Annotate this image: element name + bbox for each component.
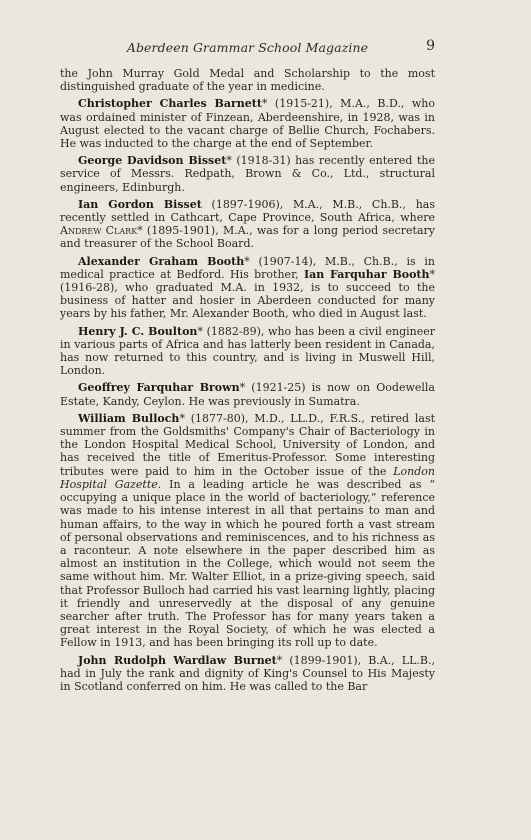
person-name: George Davidson Bisset <box>78 154 227 168</box>
person-name: Henry J. C. Boulton <box>78 324 198 338</box>
entry-booth: Alexander Graham Booth* (1907-14), M.B., Ch.B., is in medical practice at Bedford. His brother, Ian Farquhar Booth* (1916-28), who graduated M.A. in 1932, is to succeed to the business of hatter and hosier in Aberdeen conducted for many years by his father, Mr. Alexander Booth, who died in August last. <box>60 254 436 321</box>
person-name: John Rudolph Wardlaw Burnet <box>78 653 277 667</box>
article-body <box>60 67 435 697</box>
paragraph-continuation: the John Murray Gold Medal and Scholarship to the most distinguished graduate of the year in medicine. <box>60 67 435 94</box>
entry-barnett: Christopher Charles Barnett* (1915-21), M.A., B.D., who was ordained minister of Finzean, Aberdeenshire, in 1928, was in August elected to the vacant charge of Bellie Church, Fochabers. He was inducted to the charge at the end of September. <box>60 97 435 151</box>
entry-boulton: Henry J. C. Boulton* (1882-89), who has been a civil engineer in various parts of Africa and has latterly been resident in Canada, has now returned to this country, and is living in Muswell Hill, London. <box>60 324 435 378</box>
person-name: William Bulloch <box>78 411 180 425</box>
entry-bisset-george: George Davidson Bisset* (1918-31) has recently entered the service of Messrs. Redpath, Brown & Co., Ltd., structural engineers, Edinburgh. <box>60 154 435 194</box>
person-name: Christopher Charles Barnett <box>78 97 262 111</box>
entry-bulloch: William Bulloch* (1877-80), M.D., LL.D., F.R.S., retired last summer from the Goldsmiths' Company's Chair of Bacteriology in the London Hospital Medical School, University of London, and has received the title of Emeritus-Professor. Some interesting tributes were paid to him in the October issue of the London Hospital Gazette. In a leading article he was described as “ occupying a unique place in the world of bacteriology,” reference was made to his intense interest in all that pertains to man and human affairs, to the way in which he poured forth a vast stream of personal observations and reminiscences, and to his richness as a raconteur. A note elsewhere in the paper described him as almost an institution in the College, which would not seem the same without him. Mr. Walter Elliot, in a prize-giving speech, said that Professor Bulloch had carried his vast learning lightly, placing it friendly and unreservedly at the disposal of any genuine searcher after truth. The Professor has for many years taken a great interest in the Royal Society, of which he was elected a Fellow in 1913, and has been bringing its roll up to date. <box>60 411 436 650</box>
person-name-smallcaps: Andrew Clark <box>60 224 138 238</box>
entry-brown: Geoffrey Farquhar Brown* (1921-25) is now on Oodewella Estate, Kandy, Ceylon. He was previously in Sumatra. <box>60 381 435 408</box>
running-header: Aberdeen Grammar School Magazine <box>126 40 369 55</box>
person-name: Ian Gordon Bisset <box>78 197 202 211</box>
publication-title: London Hospital Gazette <box>60 464 435 491</box>
entry-burnet: John Rudolph Wardlaw Burnet* (1899-1901), B.A., LL.B., had in July the rank and dignity of King's Counsel to His Majesty in Scotland conferred on him. He was called to the Bar <box>60 653 435 693</box>
person-name: Alexander Graham Booth <box>78 254 245 268</box>
person-name: Geoffrey Farquhar Brown <box>78 381 240 395</box>
entry-bisset-ian: Ian Gordon Bisset (1897-1906), M.A., M.B., Ch.B., has recently settled in Cathcart, Cape Province, South Africa, where Andrew Clark* (1895-1901), M.A., was for a long period secretary and treasurer of the School Board. <box>60 197 435 251</box>
person-name-second: Ian Farquhar Booth <box>304 267 430 281</box>
page-number: 9 <box>426 38 435 54</box>
